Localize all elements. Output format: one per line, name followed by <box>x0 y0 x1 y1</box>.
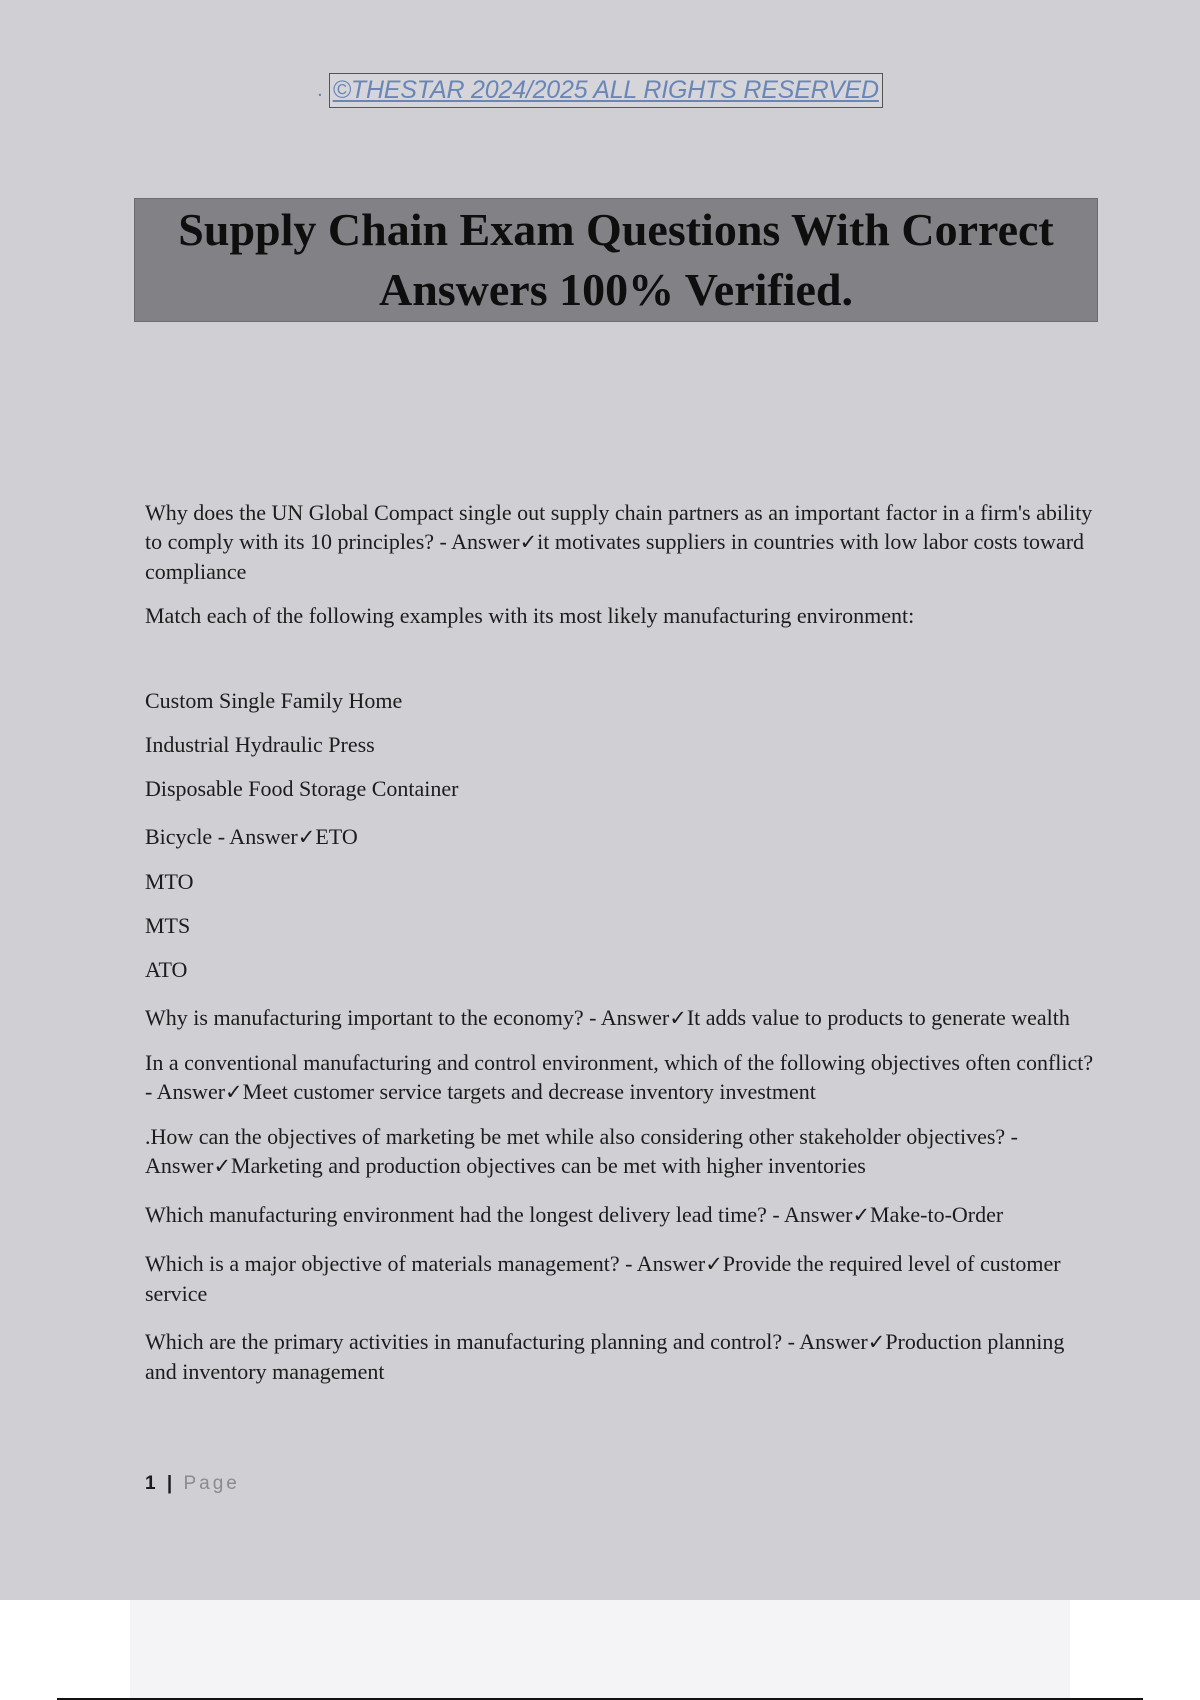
answer-text: Provide the required level of customer service <box>145 1251 1061 1306</box>
question-3 <box>145 1003 1095 1033</box>
check-icon: ✓ <box>213 1154 232 1178</box>
question-1 <box>145 498 1095 586</box>
question-text: Why is manufacturing important to the economy? - Answer <box>145 1005 670 1030</box>
title-banner <box>134 198 1098 322</box>
document-title <box>178 200 1053 320</box>
answer-text: Production planning and inventory management <box>145 1329 1065 1384</box>
example-item-answer <box>145 822 1095 852</box>
question-2: Match each of the following examples with its most likely manufacturing environment: <box>145 603 915 628</box>
page-label: Page <box>183 1473 240 1494</box>
question-4 <box>145 1048 1095 1107</box>
question-7 <box>145 1249 1095 1308</box>
question-8 <box>145 1327 1095 1386</box>
next-page-preview <box>130 1600 1070 1700</box>
example-item: Custom Single Family Home <box>145 688 403 713</box>
page-separator: | <box>166 1473 176 1494</box>
example-item: Industrial Hydraulic Press <box>145 732 375 757</box>
answer-text: Make-to-Order <box>870 1202 1004 1227</box>
copyright-watermark: ©THESTAR 2024/2025 ALL RIGHTS RESERVED <box>329 73 883 108</box>
check-icon: ✓ <box>225 1080 243 1104</box>
question-5 <box>145 1122 1095 1181</box>
page-footer <box>145 1473 240 1495</box>
check-icon: ✓ <box>705 1252 723 1276</box>
answer-text: It adds value to products to generate wealth <box>686 1005 1070 1030</box>
title-line-1: Supply Chain Exam Questions With Correct <box>178 204 1054 255</box>
title-line-2: Answers 100% Verified. <box>378 264 854 315</box>
question-text: Why does the UN Global Compact single out supply chain partners as an important factor in a firm's ability to comply with its 10 principles? - Answer <box>145 500 1093 554</box>
question-text: .How can the objectives of marketing be met while also considering other stakeholder objectives? - Answer <box>145 1124 1018 1178</box>
question-text: Which are the primary activities in manufacturing planning and control? - Answer <box>145 1329 868 1354</box>
option-item: MTO <box>145 869 194 894</box>
check-icon: ✓ <box>297 825 316 849</box>
answer-text: Meet customer service targets and decrease inventory investment <box>242 1079 816 1104</box>
watermark-dot: . <box>317 79 323 101</box>
answer-text: ETO <box>315 824 358 849</box>
check-icon: ✓ <box>669 1006 687 1030</box>
question-text: Which manufacturing environment had the longest delivery lead time? - Answer <box>145 1202 853 1227</box>
question-text: Bicycle - Answer <box>145 824 298 849</box>
answer-text: it motivates suppliers in countries with low labor costs toward compliance <box>145 529 1085 584</box>
example-item: Disposable Food Storage Container <box>145 776 459 801</box>
question-text: In a conventional manufacturing and control environment, which of the following objectives often conflict? - Answer <box>145 1050 1094 1104</box>
question-6 <box>145 1200 1095 1230</box>
check-icon: ✓ <box>867 1330 886 1354</box>
check-icon: ✓ <box>852 1203 871 1227</box>
watermark-header <box>0 73 1200 108</box>
option-item: MTS <box>145 913 191 938</box>
document-body <box>145 498 1095 1386</box>
question-text: Which is a major objective of materials management? - Answer <box>145 1251 706 1276</box>
page-number: 1 <box>145 1473 159 1494</box>
answer-text: Marketing and production objectives can be met with higher inventories <box>231 1153 866 1178</box>
option-item: ATO <box>145 957 188 982</box>
check-icon: ✓ <box>519 530 538 554</box>
